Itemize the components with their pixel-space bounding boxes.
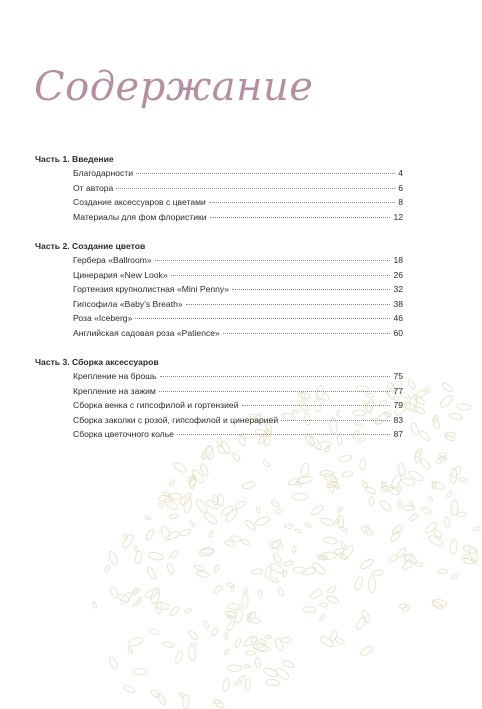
petal-shape — [254, 515, 270, 527]
entry-label: Материалы для фом флористики — [73, 211, 207, 222]
petal-shape — [121, 533, 135, 549]
entry-page: 32 — [393, 284, 403, 294]
petal-shape — [398, 500, 402, 508]
petal-shape — [371, 569, 383, 577]
petal-shape — [449, 412, 462, 420]
dot-leader — [209, 202, 395, 203]
petal-shape — [407, 379, 417, 391]
petal-shape — [166, 563, 175, 576]
toc-entry[interactable] — [35, 297, 403, 312]
petal-shape — [225, 633, 228, 639]
toc-entry[interactable] — [35, 427, 403, 442]
part-title: Часть 1. Введение — [35, 154, 114, 164]
petal-shape — [234, 681, 241, 686]
petal-shape — [360, 609, 371, 624]
table-of-contents — [35, 152, 403, 457]
toc-entry[interactable] — [35, 210, 403, 225]
petal-shape — [441, 382, 454, 394]
petal-shape — [368, 577, 376, 593]
petal-shape — [444, 434, 455, 442]
petal-shape — [424, 387, 431, 394]
petal-shape — [259, 647, 270, 652]
petal-shape — [342, 471, 354, 478]
petal-shape — [169, 550, 179, 559]
petal-shape — [402, 604, 411, 613]
petal-shape — [428, 495, 433, 502]
dot-leader — [223, 333, 391, 334]
petal-shape — [337, 515, 344, 529]
petal-shape — [309, 588, 324, 601]
part-title: Часть 2. Создание цветов — [35, 241, 146, 251]
petal-shape — [326, 595, 339, 605]
petal-shape — [169, 513, 179, 519]
petal-shape — [415, 562, 423, 566]
petal-shape — [234, 500, 247, 510]
dot-leader — [136, 173, 395, 174]
entry-label: Благодарности — [73, 168, 134, 178]
petal-shape — [340, 527, 348, 533]
petal-shape — [243, 635, 259, 648]
toc-entry[interactable] — [35, 268, 403, 283]
petal-shape — [144, 515, 151, 520]
entry-label: От автора — [73, 182, 114, 193]
petal-shape — [255, 657, 261, 668]
entry-page: 75 — [393, 371, 403, 381]
petal-shape — [413, 389, 428, 401]
petal-shape — [212, 697, 225, 709]
entry-page: 46 — [393, 313, 403, 323]
petal-shape — [319, 614, 326, 622]
petal-shape — [189, 520, 196, 527]
entry-label: Сборка цветочного колье — [73, 429, 174, 439]
petal-shape — [194, 564, 205, 572]
petal-shape — [407, 469, 424, 483]
petal-shape — [203, 511, 219, 526]
dot-leader — [232, 289, 390, 290]
petal-shape — [196, 570, 209, 578]
petal-shape — [388, 554, 399, 564]
petal-shape — [224, 508, 239, 523]
petal-shape — [123, 684, 136, 694]
toc-part — [35, 239, 403, 340]
entry-page: 12 — [393, 211, 403, 222]
petal-shape — [390, 474, 403, 490]
petal-shape — [323, 536, 338, 545]
petal-shape — [458, 477, 467, 483]
petal-shape — [409, 501, 414, 508]
petal-shape — [223, 648, 230, 655]
petal-shape — [319, 602, 328, 607]
petal-shape — [187, 629, 199, 641]
petal-shape — [457, 404, 471, 411]
petal-shape — [355, 616, 368, 631]
dot-leader — [116, 188, 395, 189]
entry-label: Сборка венка с гипсофилой и гортензией — [73, 400, 239, 410]
petal-shape — [334, 636, 345, 645]
petal-shape — [228, 604, 241, 610]
petal-shape — [438, 394, 454, 410]
petal-shape — [424, 521, 438, 534]
petal-shape — [364, 486, 376, 495]
toc-entry[interactable] — [35, 398, 403, 413]
petal-shape — [168, 479, 175, 487]
petal-shape — [451, 573, 459, 580]
petal-shape — [184, 608, 192, 613]
petal-shape — [283, 560, 294, 567]
petal-shape — [119, 591, 133, 606]
entry-page: 18 — [393, 255, 403, 265]
petal-shape — [361, 480, 368, 489]
petal-shape — [246, 650, 256, 655]
entry-label: Гербера «Ballroom» — [73, 255, 152, 265]
petal-shape — [438, 569, 447, 574]
petal-shape — [326, 585, 336, 594]
entry-page: 87 — [393, 429, 403, 439]
petal-shape — [222, 678, 230, 692]
toc-entry[interactable] — [35, 369, 403, 384]
petal-shape — [311, 561, 327, 576]
petal-shape — [245, 679, 250, 690]
petal-shape — [379, 499, 393, 513]
petal-shape — [256, 506, 260, 514]
petal-shape — [169, 606, 180, 617]
petal-shape — [304, 522, 311, 528]
petal-shape — [162, 491, 172, 499]
petal-shape — [225, 620, 236, 632]
petal-shape — [150, 689, 161, 699]
petal-shape — [280, 637, 292, 642]
entry-label: Гипсофила «Baby's Breath» — [73, 298, 183, 309]
petal-shape — [212, 495, 217, 506]
petal-shape — [244, 519, 257, 531]
petal-shape — [366, 525, 369, 532]
petal-shape — [104, 564, 111, 573]
entry-label: Крепление на брошь — [73, 371, 157, 381]
petal-shape — [217, 493, 224, 506]
entry-label: Гортензия крупнолистная «Mini Penny» — [73, 284, 230, 294]
petal-shape — [359, 558, 375, 571]
toc-entry[interactable] — [35, 195, 403, 210]
petal-shape — [144, 528, 155, 541]
petal-shape — [419, 457, 432, 470]
toc-part — [35, 152, 403, 224]
entry-page: 38 — [393, 298, 403, 309]
petal-shape — [277, 586, 284, 596]
petal-shape — [228, 665, 242, 672]
dot-leader — [177, 434, 390, 435]
petal-shape — [210, 626, 219, 637]
petal-shape — [420, 506, 431, 514]
petal-shape — [230, 585, 235, 592]
petal-shape — [274, 666, 291, 681]
petal-shape — [432, 528, 443, 539]
petal-shape — [431, 600, 444, 611]
petal-shape — [270, 499, 280, 508]
toc-part — [35, 355, 403, 442]
petal-shape — [413, 405, 426, 415]
petal-shape — [369, 497, 374, 507]
petal-shape — [213, 584, 224, 594]
petal-shape — [179, 528, 192, 537]
toc-entry[interactable] — [35, 282, 403, 297]
entry-page: 60 — [393, 327, 403, 338]
petal-shape — [155, 692, 167, 706]
petal-shape — [414, 448, 424, 458]
petal-shape — [359, 458, 366, 470]
entry-label: Крепление на зажим — [73, 385, 156, 396]
toc-entry[interactable] — [35, 413, 403, 428]
toc-entry[interactable] — [35, 384, 403, 399]
petal-shape — [133, 545, 139, 552]
petal-shape — [172, 461, 188, 474]
petal-shape — [149, 627, 160, 635]
entry-label: Цинерария «New Look» — [73, 269, 168, 280]
petal-shape — [147, 551, 164, 561]
petal-shape — [444, 517, 450, 528]
petal-shape — [257, 590, 263, 599]
petal-shape — [92, 601, 98, 608]
petal-shape — [214, 564, 220, 573]
petal-shape — [248, 617, 260, 623]
petal-shape — [339, 553, 349, 560]
petal-shape — [262, 459, 271, 467]
entry-page: 83 — [393, 414, 403, 425]
petal-shape — [209, 530, 214, 537]
petal-shape — [439, 453, 446, 457]
toc-entry[interactable] — [35, 166, 403, 181]
toc-entry[interactable] — [35, 311, 403, 326]
petal-shape — [107, 550, 118, 566]
petal-shape — [132, 602, 139, 608]
petal-shape — [178, 692, 184, 699]
toc-entry[interactable] — [35, 326, 403, 341]
petal-shape — [265, 679, 279, 687]
entry-label: Роза «Iceberg» — [73, 313, 133, 323]
petal-shape — [117, 593, 131, 603]
petal-shape — [274, 637, 285, 652]
petal-shape — [473, 526, 480, 531]
petal-shape — [109, 585, 120, 598]
dot-leader — [135, 318, 390, 319]
entry-page: 4 — [398, 168, 403, 178]
petal-shape — [160, 525, 171, 542]
petal-shape — [188, 645, 196, 661]
entry-page: 6 — [398, 182, 403, 193]
petal-shape — [329, 630, 338, 643]
petal-shape — [294, 528, 302, 534]
petal-shape — [132, 587, 138, 595]
petal-shape — [292, 493, 307, 500]
entry-label: Сборка заколки с розой, гипсофилой и цинерарией — [73, 414, 279, 425]
entry-page: 26 — [393, 269, 403, 280]
entry-label: Создание аксессуаров с цветами — [73, 197, 206, 207]
petal-shape — [272, 552, 283, 564]
dot-leader — [186, 304, 391, 305]
petal-shape — [282, 659, 295, 669]
petal-shape — [446, 490, 453, 498]
petal-shape — [340, 541, 345, 548]
dot-leader — [242, 405, 391, 406]
petal-shape — [220, 505, 234, 517]
petal-shape — [468, 546, 479, 562]
entry-label: Английская садовая роза «Patience» — [73, 327, 220, 338]
dot-leader — [171, 275, 391, 276]
dot-leader — [160, 376, 391, 377]
petal-shape — [431, 417, 441, 430]
petal-shape — [456, 511, 467, 517]
petal-shape — [133, 668, 146, 674]
petal-shape — [320, 517, 335, 527]
part-title: Часть 3. Сборка аксессуаров — [35, 357, 159, 367]
petal-shape — [360, 525, 374, 537]
dot-leader — [155, 260, 391, 261]
page-title: Содержание — [34, 64, 314, 110]
petal-shape — [408, 513, 418, 522]
petal-shape — [354, 576, 364, 591]
petal-shape — [127, 647, 133, 655]
petal-shape — [240, 538, 250, 546]
toc-entry[interactable] — [35, 253, 403, 268]
petal-shape — [336, 506, 343, 513]
petal-shape — [310, 504, 325, 517]
petal-shape — [391, 524, 404, 536]
petal-shape — [190, 642, 197, 646]
petal-shape — [359, 644, 374, 657]
petal-shape — [321, 551, 337, 560]
petal-shape — [241, 481, 255, 490]
petal-shape — [203, 620, 210, 629]
petal-shape — [234, 637, 242, 648]
petal-shape — [252, 568, 263, 575]
toc-entry[interactable] — [35, 181, 403, 196]
petal-shape — [146, 566, 158, 580]
petal-shape — [174, 650, 183, 664]
dot-leader — [159, 391, 391, 392]
petal-shape — [127, 636, 144, 648]
petal-shape — [303, 606, 317, 613]
petal-shape — [135, 551, 143, 564]
petal-shape — [137, 597, 142, 604]
petal-shape — [108, 656, 119, 670]
dot-leader — [210, 217, 391, 218]
petal-shape — [241, 594, 248, 609]
petal-shape — [265, 635, 271, 638]
petal-shape — [244, 664, 251, 668]
petal-shape — [449, 539, 457, 555]
petal-shape — [284, 524, 293, 529]
petal-shape — [274, 508, 284, 515]
petal-shape — [419, 430, 431, 442]
entry-page: 79 — [393, 400, 403, 410]
dot-leader — [281, 420, 390, 421]
petal-shape — [243, 588, 249, 595]
petal-shape — [162, 641, 174, 649]
petal-shape — [269, 576, 279, 584]
petal-shape — [292, 546, 297, 554]
petal-shape — [157, 502, 163, 508]
petal-shape — [183, 497, 193, 513]
petal-shape — [410, 422, 421, 436]
entry-page: 77 — [393, 385, 403, 396]
entry-page: 8 — [398, 197, 403, 207]
